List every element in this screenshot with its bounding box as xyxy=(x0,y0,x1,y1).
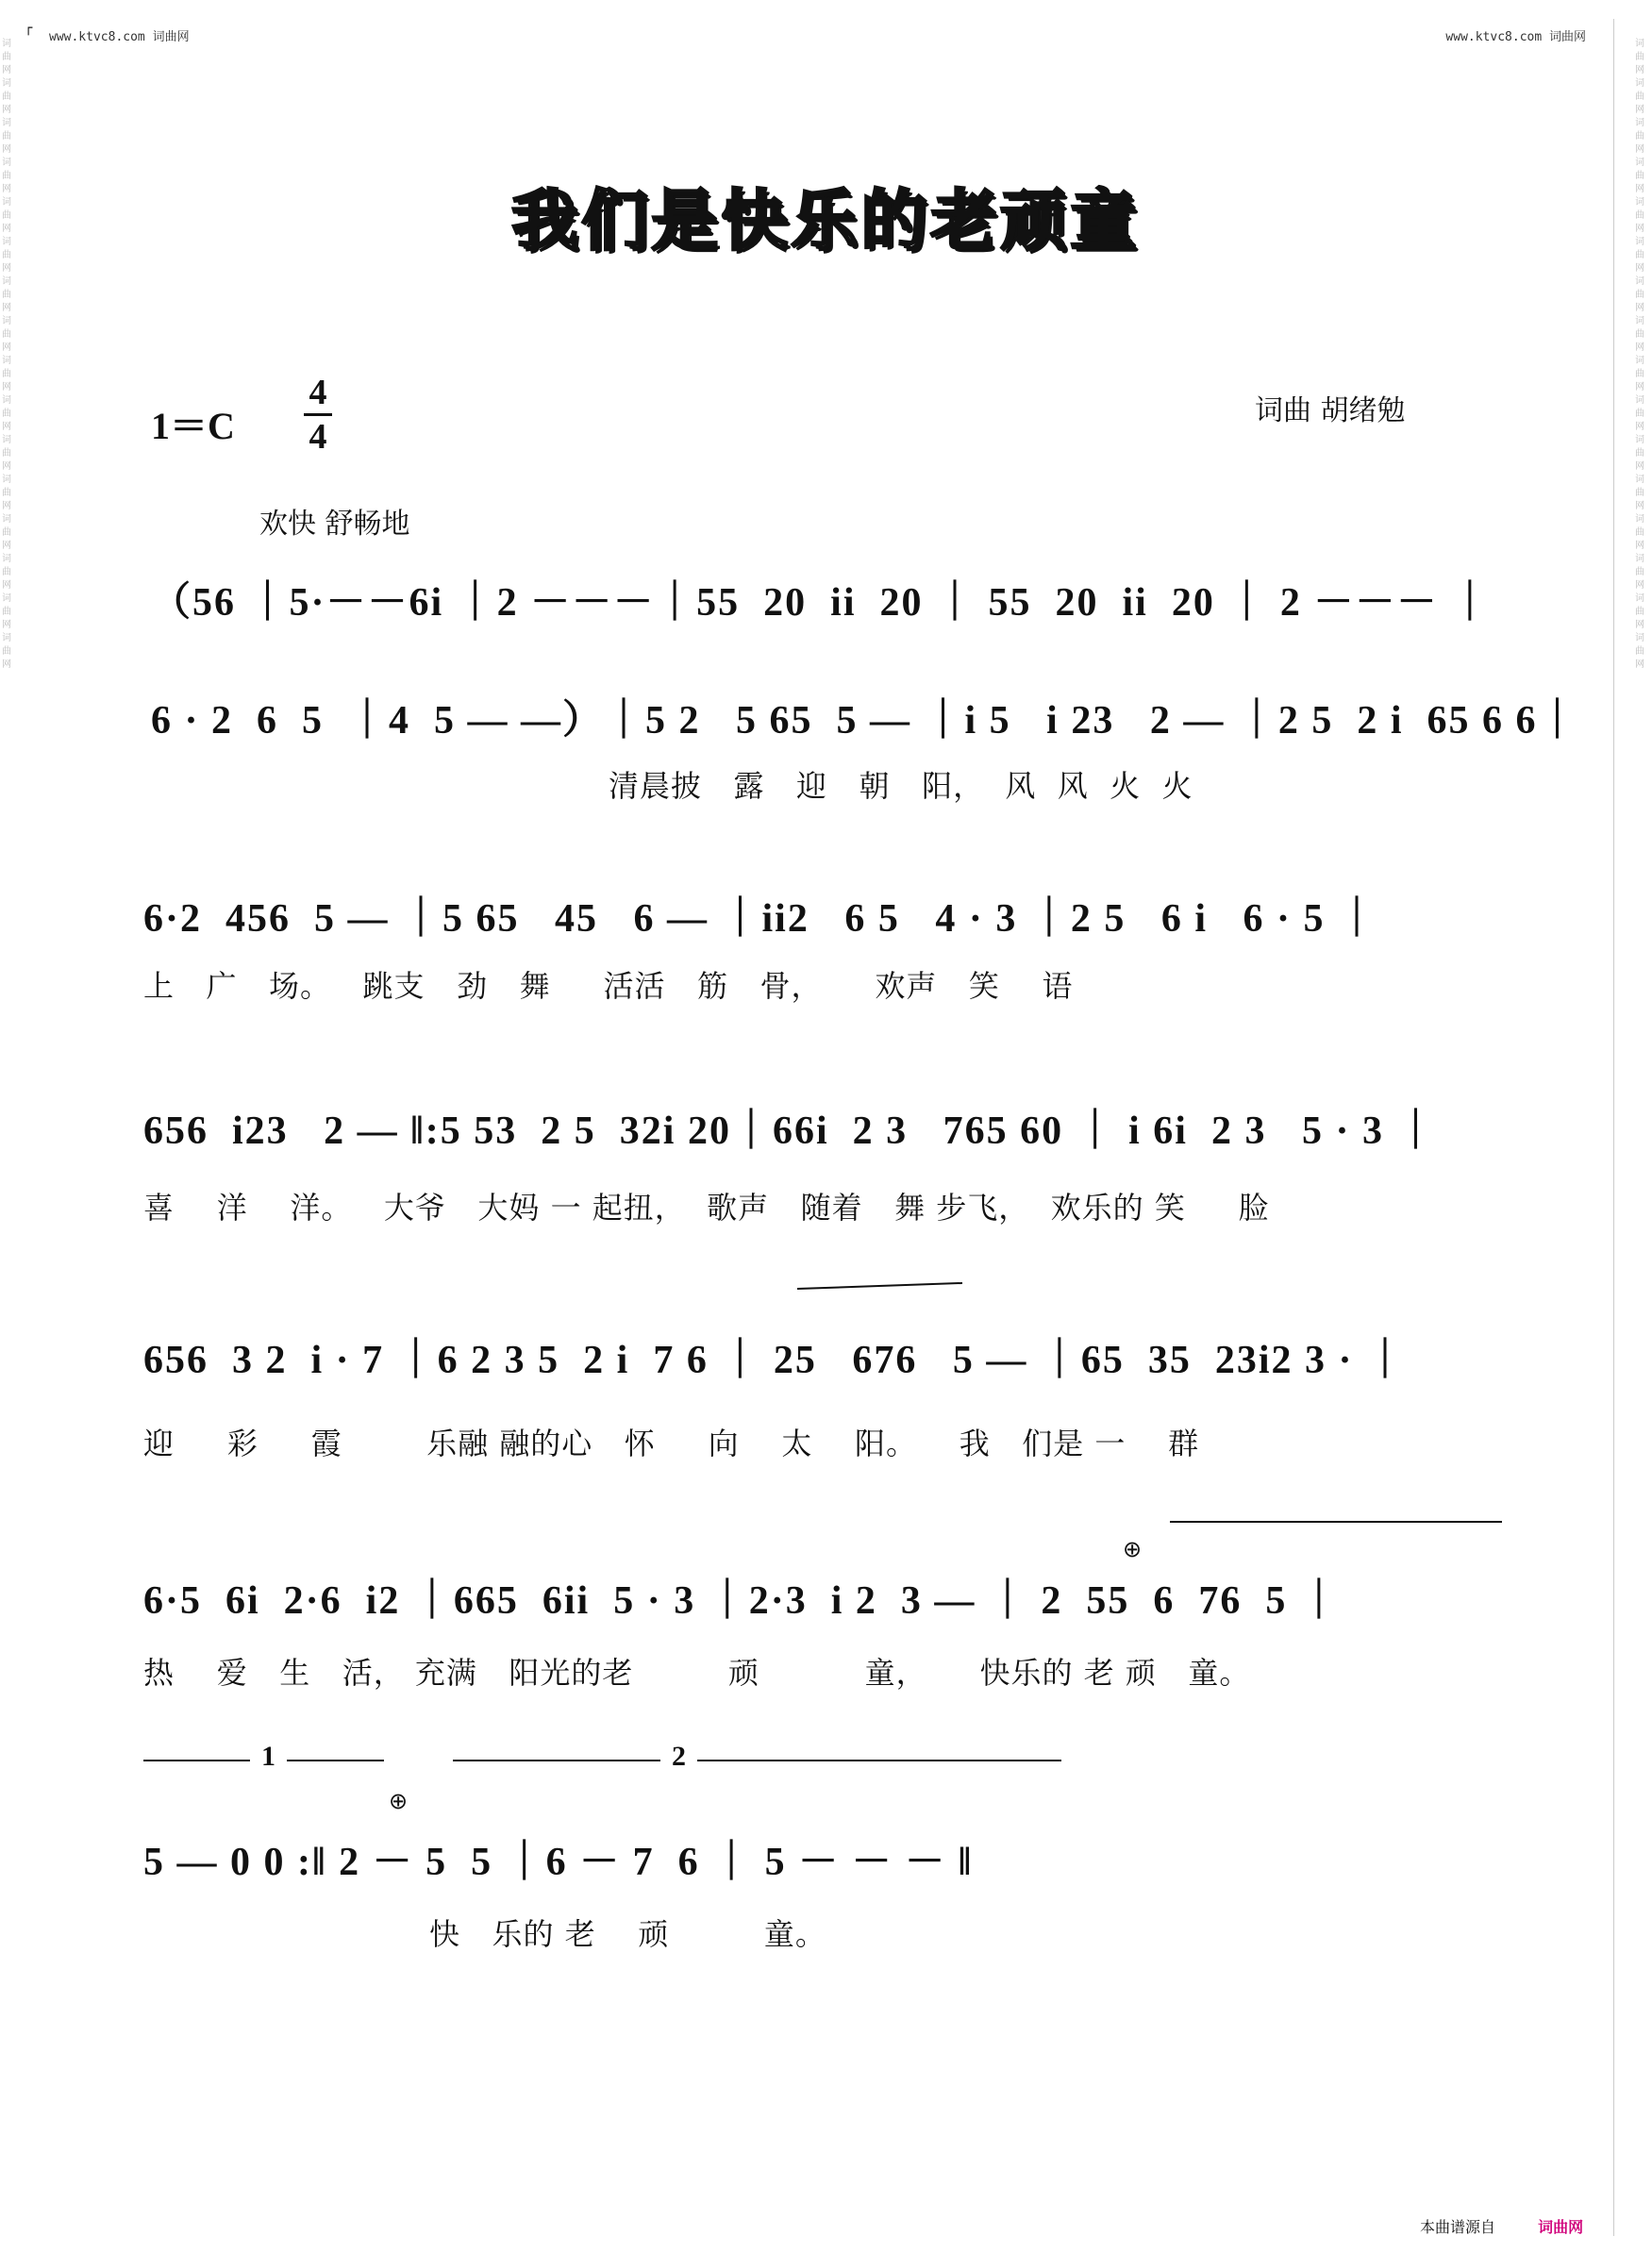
meter-bottom: 4 xyxy=(309,417,327,457)
time-signature xyxy=(304,374,332,456)
crescendo-mark xyxy=(797,1282,962,1303)
right-watermark-strip: 词曲网词曲网词曲网词曲网词曲网词曲网词曲网词曲网词曲网词曲网词曲网词曲网词曲网词曲网词曲网词曲网 xyxy=(1635,39,1644,670)
music-line-7: 5 — 0 0 :‖ 2 － 5 5 ｜6 － 7 6 ｜ 5 － － － ‖ xyxy=(143,1841,974,1884)
header-right-url[interactable]: www.ktvc8.com 词曲网 xyxy=(1445,30,1586,44)
music-line-2: 6 · 2 6 5 ｜4 5 — —）｜5 2 5 65 5 — ｜i 5 i 23 2 — ｜2 5 2 i 65 6 6｜ xyxy=(151,699,1579,743)
song-title: 我们是快乐的老顽童 xyxy=(511,182,1141,259)
volta-2-number: 2 xyxy=(660,1741,697,1773)
volta-1-number: 1 xyxy=(250,1741,287,1773)
left-watermark-strip: 词曲网词曲网词曲网词曲网词曲网词曲网词曲网词曲网词曲网词曲网词曲网词曲网词曲网词曲网词曲网词曲网 xyxy=(2,39,11,670)
music-line-1: （56 ｜5·－－6i ｜2 －－－｜55 20 ii 20 ｜ 55 20 ii 20 ｜ 2 －－－ ｜ xyxy=(151,581,1492,625)
tempo-marking: 欢快 舒畅地 xyxy=(259,508,410,541)
footer-brand-link[interactable]: 词曲网 xyxy=(1538,2218,1584,2236)
lyric-line-7: 快 乐的 老 顽 童。 xyxy=(429,1916,826,1952)
footer-source-label: 本曲谱源自 xyxy=(1420,2218,1496,2236)
lyric-line-6: 热 爱 生 活， 充满 阳光的老 顽 童， 快乐的 老 顽 童。 xyxy=(143,1655,1251,1691)
lyric-line-4: 喜 洋 洋。 大爷 大妈 一 起扭， 歌声 随着 舞 步飞， 欢乐的 笑 脸 xyxy=(143,1190,1270,1226)
music-line-6: 6·5 6i 2·6 i2 ｜665 6ii 5 · 3 ｜2·3 i 2 3 — ｜ 2 55 6 76 5 ｜ xyxy=(143,1579,1341,1623)
lyric-line-5: 迎 彩 霞 乐融 融的心 怀 向 太 阳。 我 们是 一 群 xyxy=(143,1426,1200,1461)
meter-top: 4 xyxy=(309,373,327,412)
volta-2-line xyxy=(453,1760,1061,1761)
right-margin-line xyxy=(1613,19,1614,2236)
corner-mark: ┌ xyxy=(25,21,33,36)
lyric-line-3: 上 广 场。 跳支 劲 舞 活活 筋 骨， 欢声 笑 语 xyxy=(143,968,1074,1004)
key-signature: 1＝C xyxy=(151,405,235,447)
music-line-5: 656 3 2 i · 7 ｜6 2 3 5 2 i 7 6 ｜ 25 676 5 — ｜65 35 23i2 3 · ｜ xyxy=(143,1339,1408,1382)
footer xyxy=(1420,2215,1583,2237)
header-left-url[interactable]: www.ktvc8.com 词曲网 xyxy=(49,30,190,44)
phrase-line xyxy=(1170,1521,1502,1523)
meter-bar xyxy=(304,413,332,416)
coda-symbol-1: ⊕ xyxy=(1123,1536,1143,1562)
lyric-line-2: 清晨披 露 迎 朝 阳， 风 风 火 火 xyxy=(609,768,1193,804)
coda-symbol-2: ⊕ xyxy=(389,1788,409,1814)
music-line-3: 6·2 456 5 — ｜5 65 45 6 — ｜ii2 6 5 4 · 3 ｜2 5 6 i 6 · 5 ｜ xyxy=(143,897,1379,941)
credit-line: 词曲 胡绪勉 xyxy=(1255,394,1406,427)
music-line-4: 656 i23 2 — ‖:5 53 2 5 32i 20｜66i 2 3 765 60 ｜ i 6i 2 3 5 · 3 ｜ xyxy=(143,1110,1438,1153)
